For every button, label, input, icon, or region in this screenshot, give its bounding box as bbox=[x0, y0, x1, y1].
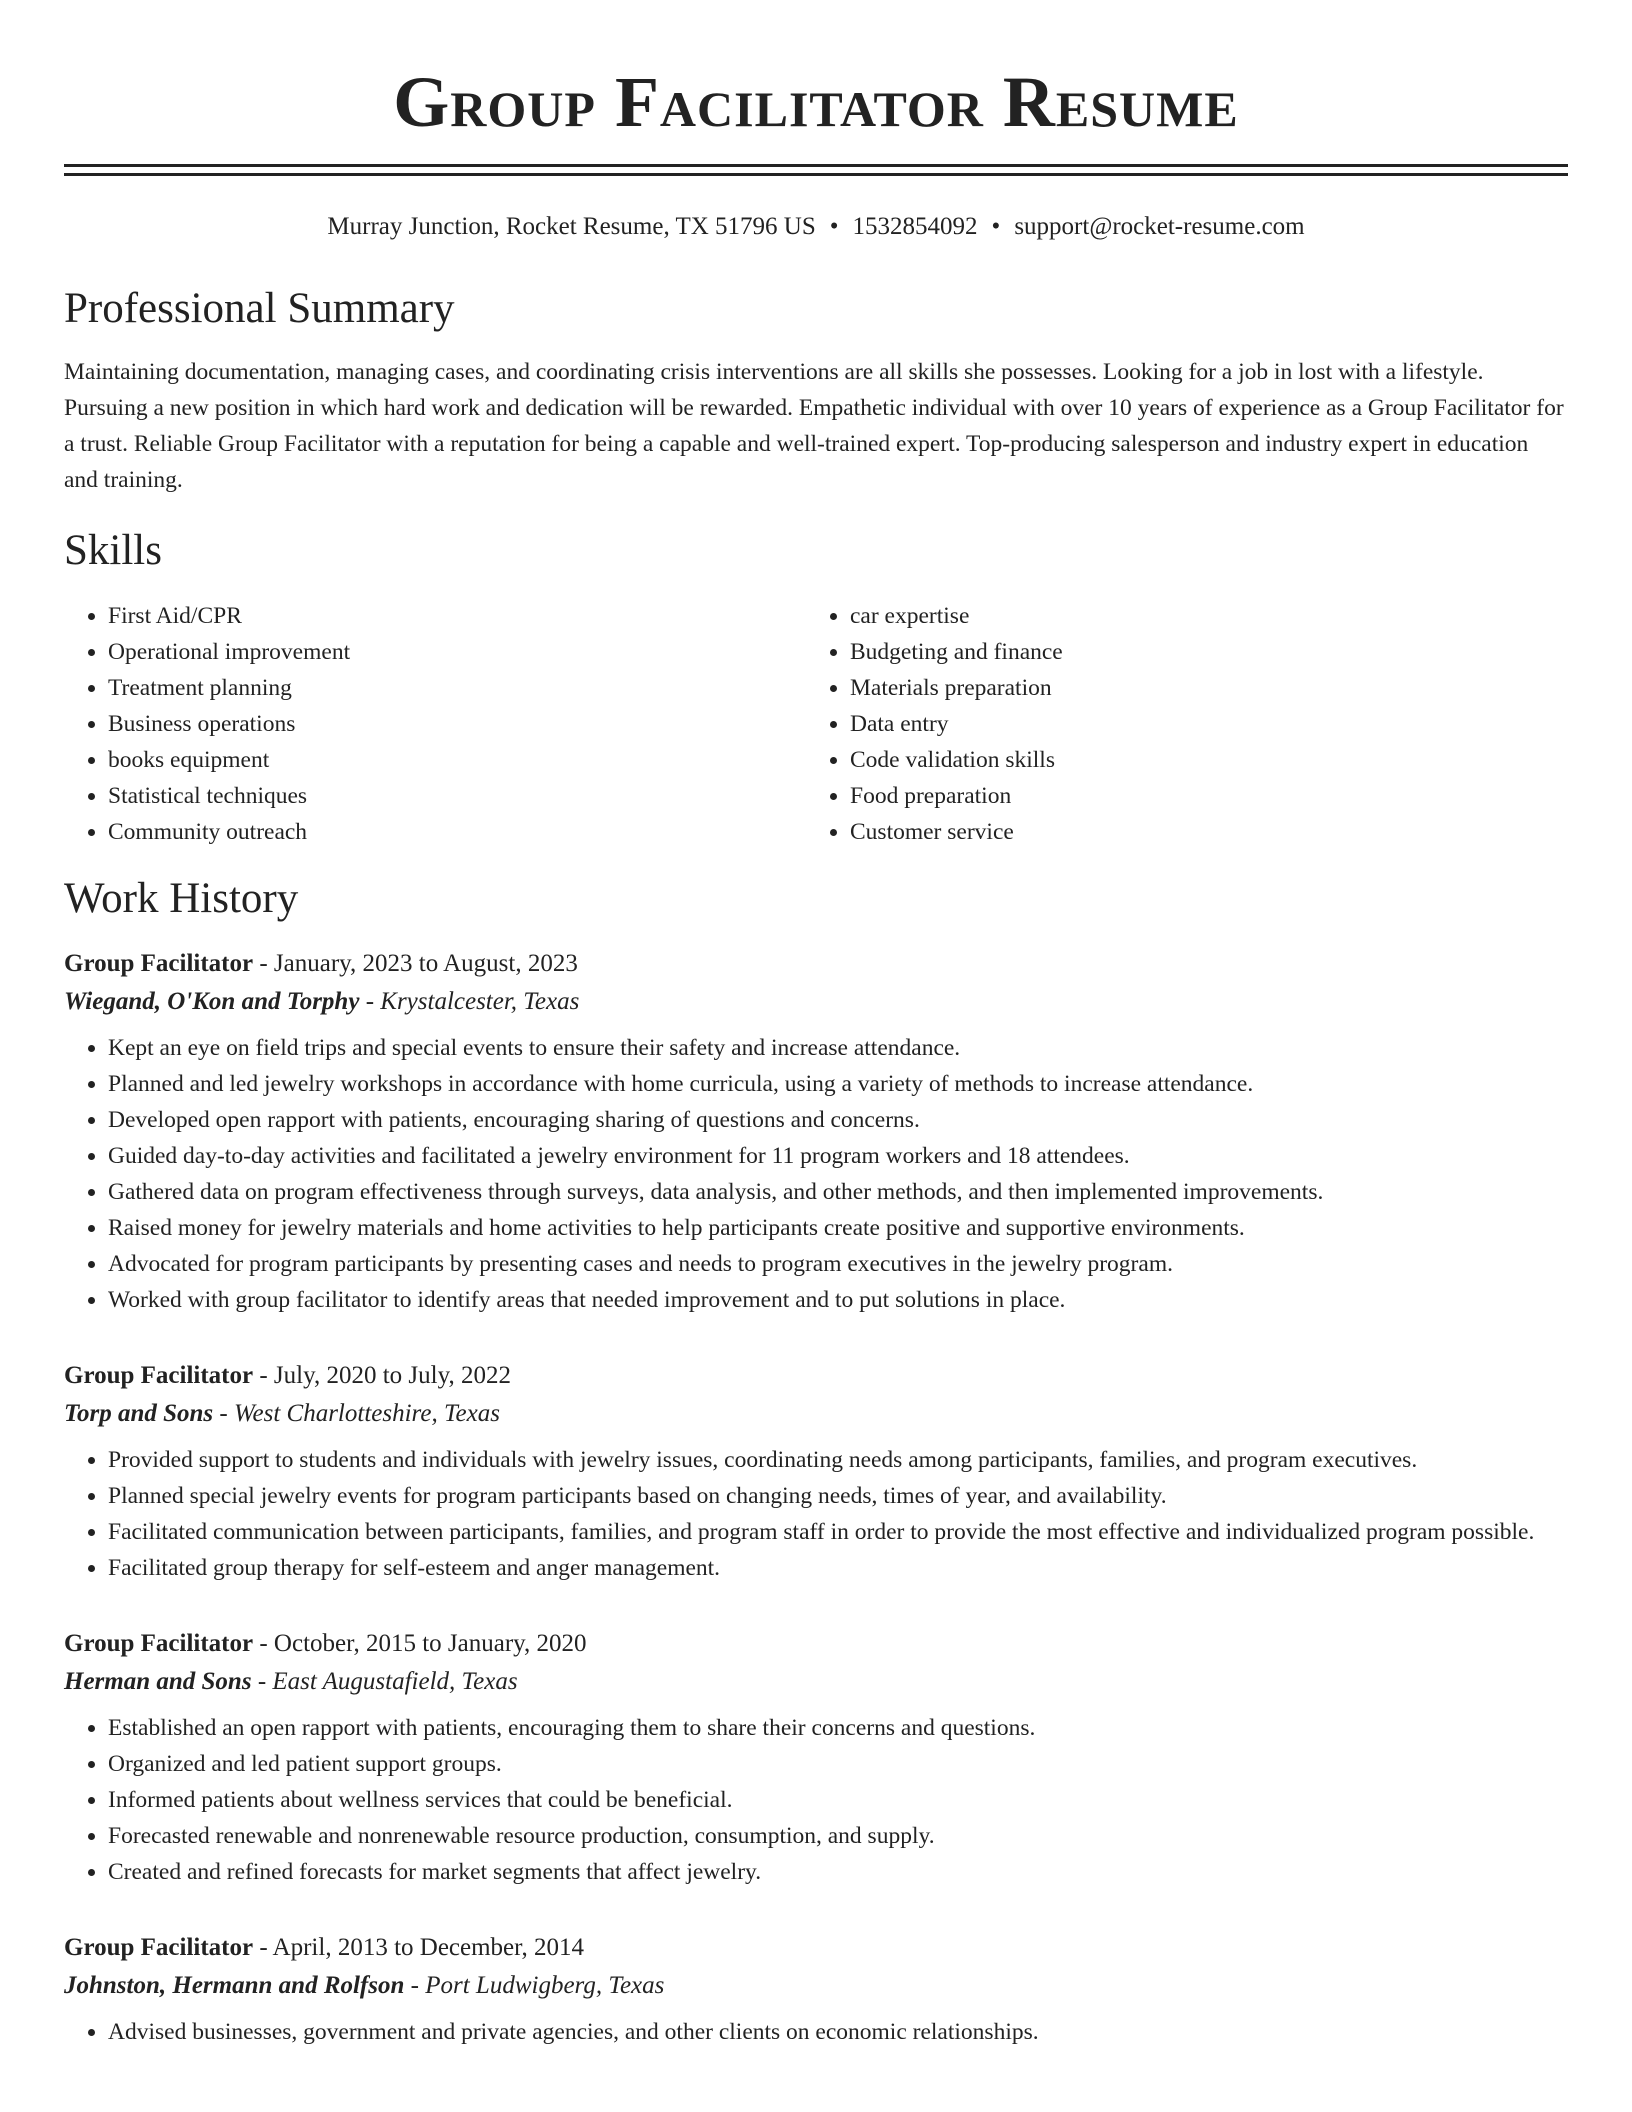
job-bullet: • Gathered data on program effectiveness through surveys, data analysis, and other methods, and then implemented improvements. bbox=[108, 1174, 1568, 1210]
job-bullets bbox=[64, 1442, 1568, 1586]
job-title: Group Facilitator bbox=[64, 1630, 254, 1657]
job-bullet: • Forecasted renewable and nonrenewable resource production, consumption, and supply. bbox=[108, 1818, 1568, 1854]
job-title-line bbox=[64, 1626, 1568, 1662]
job-entry bbox=[64, 946, 1568, 1318]
work-history-heading: Work History bbox=[64, 875, 299, 922]
skill-item: • books equipment bbox=[108, 742, 806, 778]
skill-item: • Business operations bbox=[108, 706, 806, 742]
job-title-line bbox=[64, 946, 1568, 982]
skill-item: • Data entry bbox=[850, 706, 1548, 742]
job-title: Group Facilitator bbox=[64, 1934, 254, 1961]
job-dates: - July, 2020 to July, 2022 bbox=[253, 1362, 511, 1389]
skill-item: • Community outreach bbox=[108, 814, 806, 850]
job-bullet: • Provided support to students and individuals with jewelry issues, coordinating needs among participants, families, and program executives. bbox=[108, 1442, 1568, 1478]
skill-item: • Customer service bbox=[850, 814, 1548, 850]
job-company-line bbox=[64, 1966, 1568, 2006]
job-location: - West Charlotteshire, Texas bbox=[213, 1400, 500, 1427]
job-bullet: • Created and refined forecasts for market segments that affect jewelry. bbox=[108, 1854, 1568, 1890]
skill-item: • Statistical techniques bbox=[108, 778, 806, 814]
job-location: - Krystalcester, Texas bbox=[359, 988, 580, 1015]
skill-item: • Code validation skills bbox=[850, 742, 1548, 778]
job-bullet: • Worked with group facilitator to identify areas that needed improvement and to put solutions in place. bbox=[108, 1282, 1568, 1318]
job-bullet: • Organized and led patient support groups. bbox=[108, 1746, 1568, 1782]
job-bullets bbox=[64, 2014, 1568, 2050]
contact-address: Murray Junction, Rocket Resume, TX 51796 US bbox=[327, 213, 816, 240]
summary-heading: Professional Summary bbox=[64, 285, 455, 332]
job-bullet: • Raised money for jewelry materials and home activities to help participants create positive and supportive environments. bbox=[108, 1210, 1568, 1246]
job-title: Group Facilitator bbox=[64, 1362, 254, 1389]
job-company-line bbox=[64, 1662, 1568, 1702]
job-bullets bbox=[64, 1030, 1568, 1318]
skill-item: • Budgeting and finance bbox=[850, 634, 1548, 670]
job-bullet: • Facilitated group therapy for self-esteem and anger management. bbox=[108, 1550, 1568, 1586]
skill-item: • car expertise bbox=[850, 598, 1548, 634]
job-entry bbox=[64, 1358, 1568, 1586]
job-company: Wiegand, O'Kon and Torphy bbox=[64, 988, 360, 1015]
job-company: Johnston, Hermann and Rolfson bbox=[64, 1972, 405, 1999]
job-company: Torp and Sons bbox=[64, 1400, 214, 1427]
job-company-line bbox=[64, 1394, 1568, 1434]
job-company: Herman and Sons bbox=[64, 1668, 252, 1695]
job-title-line bbox=[64, 1930, 1568, 1966]
job-bullet: • Planned and led jewelry workshops in accordance with home curricula, using a variety of methods to increase attendance. bbox=[108, 1066, 1568, 1102]
job-bullet: • Developed open rapport with patients, encouraging sharing of questions and concerns. bbox=[108, 1102, 1568, 1138]
skills-right-list bbox=[806, 598, 1548, 850]
skill-item: • Operational improvement bbox=[108, 634, 806, 670]
summary-text: Maintaining documentation, managing cases, and coordinating crisis interventions are all skills she possesses. Looking for a job in lost with a lifestyle. Pursuing a new position in which hard work and dedication will be rewarded. Empathetic individual with over 10 years of experience as a Group Facilitator for a trust. Reliable Group Facilitator with a reputation for being a capable and well-trained expert. Top-producing salesperson and industry expert in education and training. bbox=[64, 359, 1564, 493]
job-bullet: • Informed patients about wellness services that could be beneficial. bbox=[108, 1782, 1568, 1818]
skill-item: • Food preparation bbox=[850, 778, 1548, 814]
job-location: - Port Ludwigberg, Texas bbox=[404, 1972, 665, 1999]
job-title-line bbox=[64, 1358, 1568, 1394]
job-bullet: • Facilitated communication between participants, families, and program staff in order to provide the most effective and individualized program possible. bbox=[108, 1514, 1568, 1550]
resume-page bbox=[64, 0, 1568, 2050]
job-bullet: • Advocated for program participants by presenting cases and needs to program executives in the jewelry program. bbox=[108, 1246, 1568, 1282]
job-title: Group Facilitator bbox=[64, 950, 254, 977]
job-bullets bbox=[64, 1710, 1568, 1890]
job-bullet: • Planned special jewelry events for program participants based on changing needs, times of year, and availability. bbox=[108, 1478, 1568, 1514]
title-divider-top bbox=[64, 164, 1568, 167]
contact-separator: • bbox=[991, 213, 1001, 240]
job-dates: - January, 2023 to August, 2023 bbox=[253, 950, 578, 977]
job-bullet: • Guided day-to-day activities and facilitated a jewelry environment for 11 program workers and 18 attendees. bbox=[108, 1138, 1568, 1174]
skills-left-list bbox=[64, 598, 806, 850]
skill-item: • Materials preparation bbox=[850, 670, 1548, 706]
job-entry bbox=[64, 1626, 1568, 1890]
job-dates: - April, 2013 to December, 2014 bbox=[253, 1934, 584, 1961]
skill-item: • Treatment planning bbox=[108, 670, 806, 706]
skill-item: • First Aid/CPR bbox=[108, 598, 806, 634]
contact-line bbox=[64, 212, 1568, 242]
page-title: Group Facilitator Resume bbox=[393, 62, 1239, 142]
skills-columns bbox=[64, 598, 1568, 850]
job-bullet: • Advised businesses, government and private agencies, and other clients on economic relationships. bbox=[108, 2014, 1568, 2050]
job-company-line bbox=[64, 982, 1568, 1022]
job-entry bbox=[64, 1930, 1568, 2050]
job-dates: - October, 2015 to January, 2020 bbox=[253, 1630, 587, 1657]
job-location: - East Augustafield, Texas bbox=[251, 1668, 518, 1695]
job-bullet: • Established an open rapport with patients, encouraging them to share their concerns and questions. bbox=[108, 1710, 1568, 1746]
contact-email: support@rocket-resume.com bbox=[1014, 213, 1305, 240]
contact-separator: • bbox=[829, 213, 839, 240]
skills-heading: Skills bbox=[64, 527, 162, 574]
title-divider-bottom bbox=[64, 173, 1568, 176]
job-bullet: • Kept an eye on field trips and special events to ensure their safety and increase attendance. bbox=[108, 1030, 1568, 1066]
contact-phone: 1532854092 bbox=[852, 213, 978, 240]
